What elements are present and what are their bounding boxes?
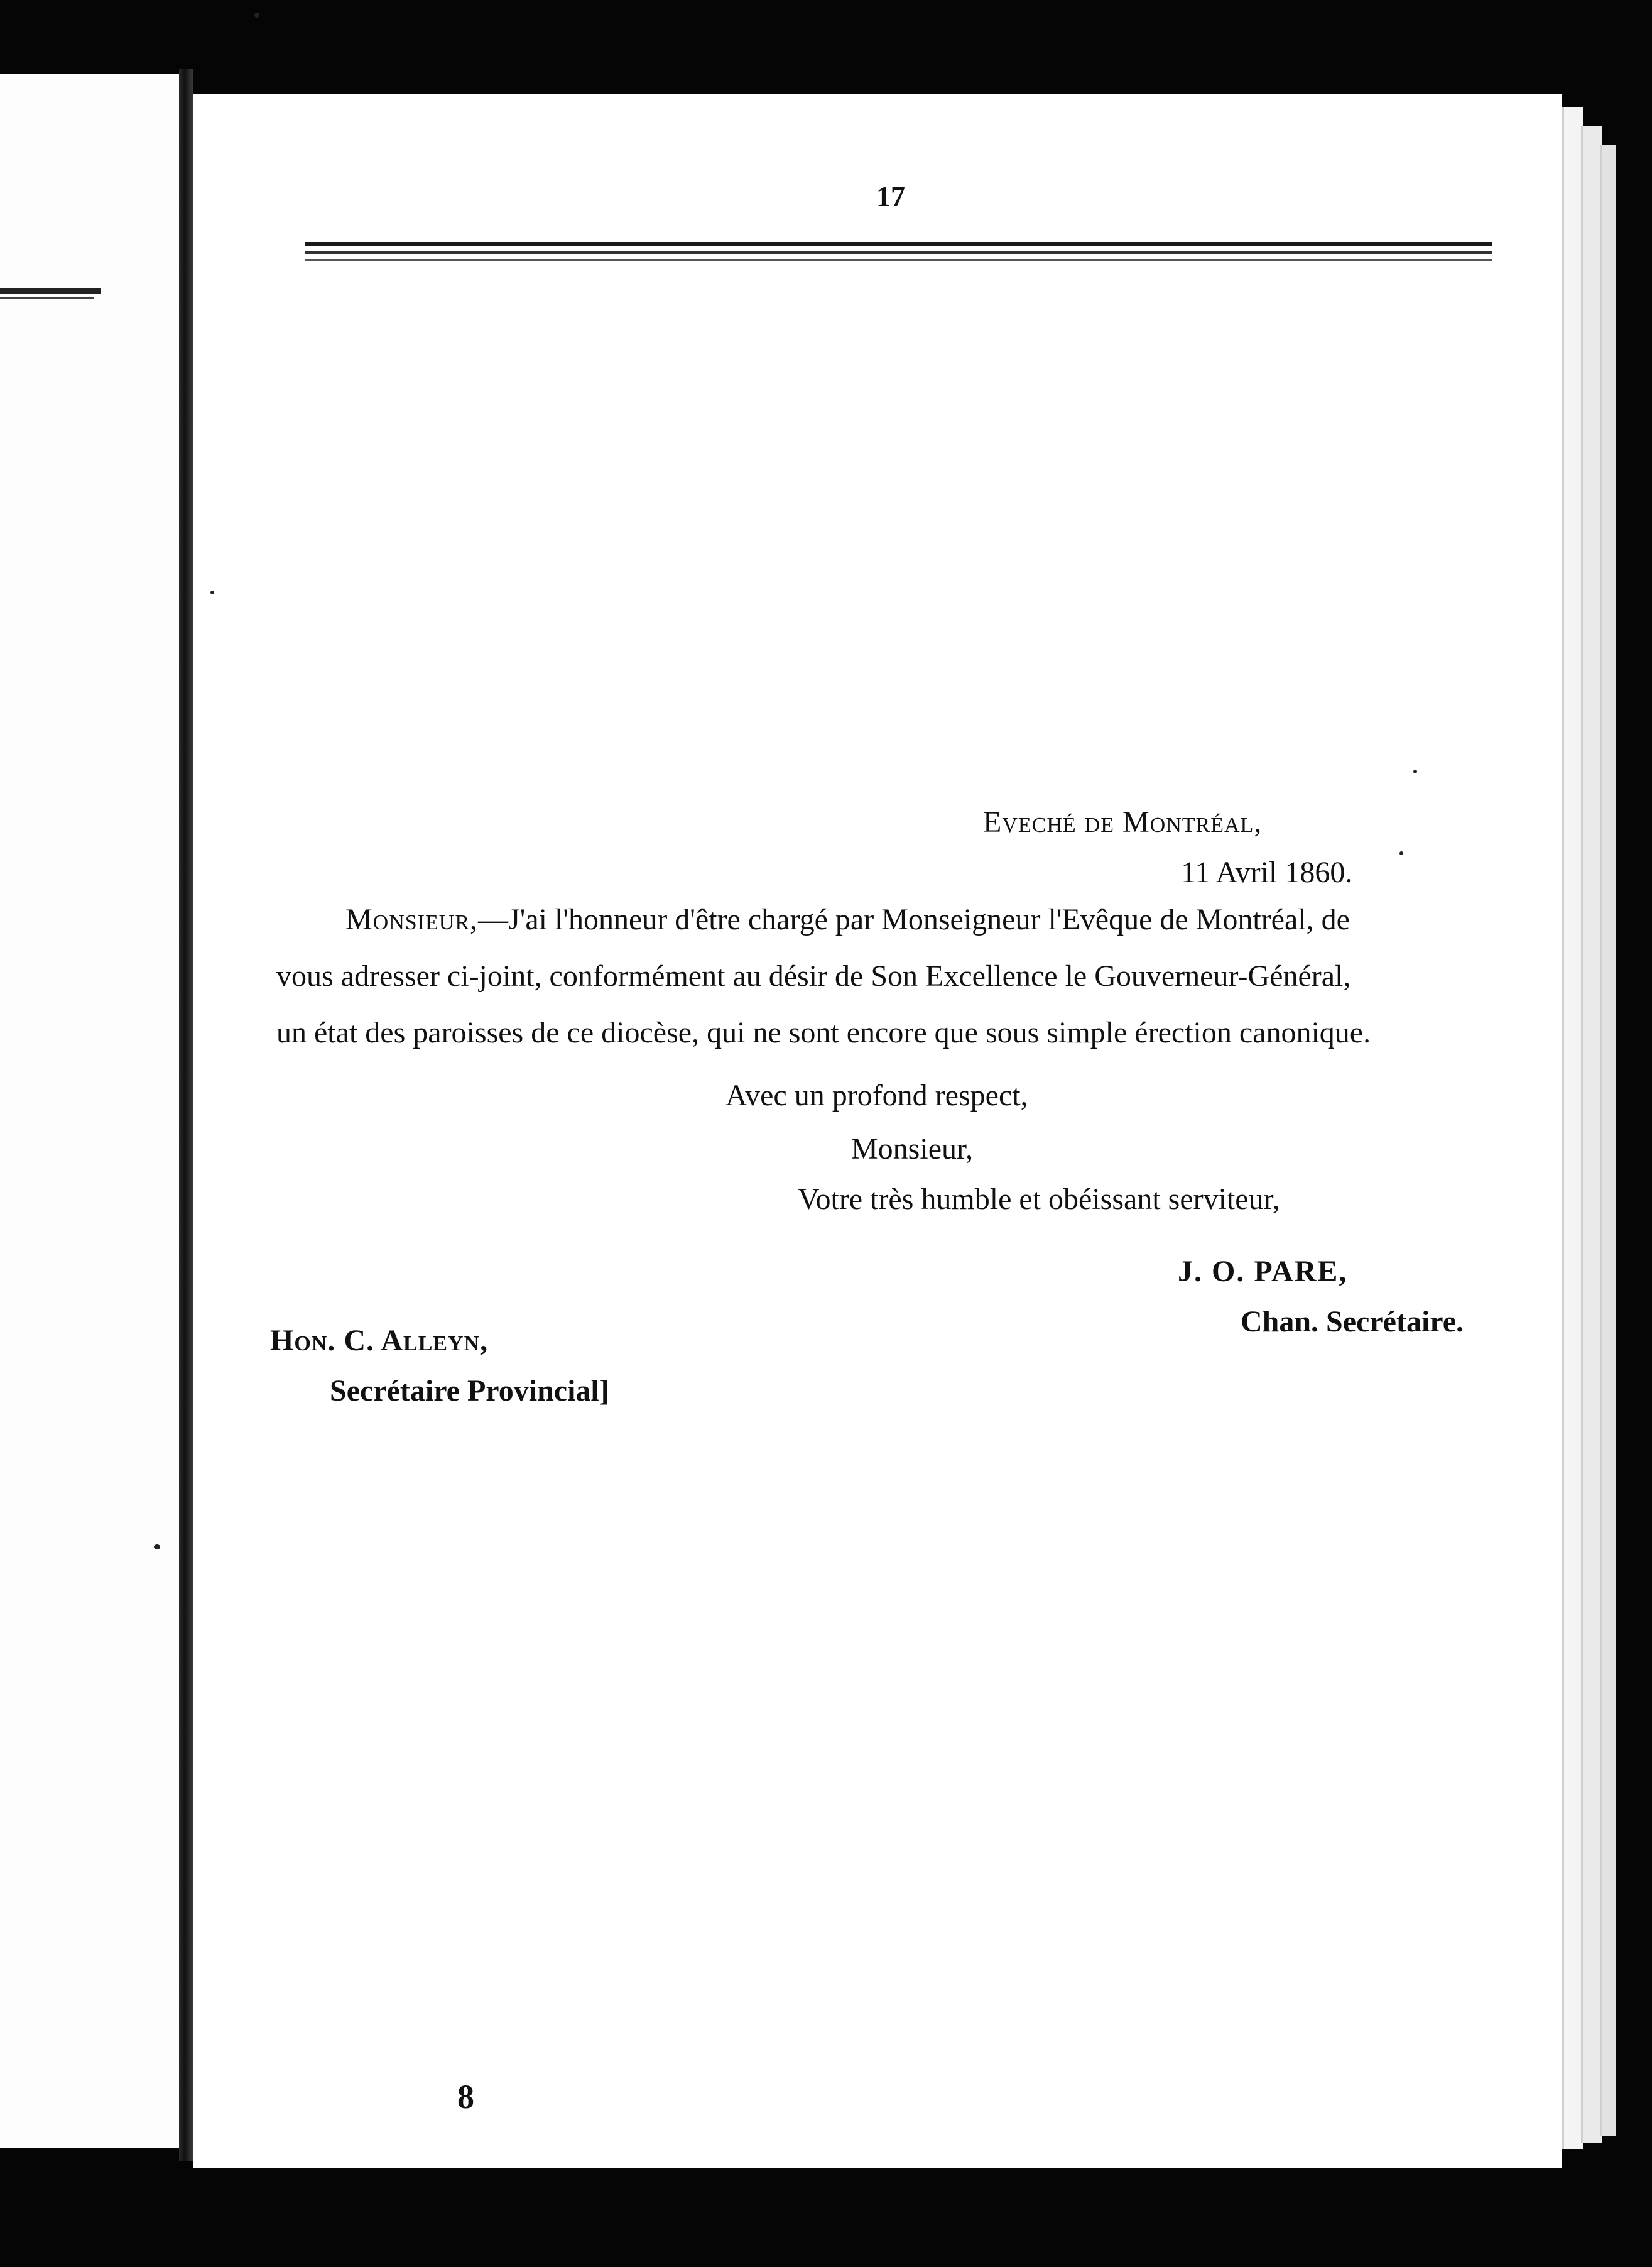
header-rule — [305, 242, 1492, 246]
page-number: 17 — [876, 180, 905, 212]
book-gutter — [179, 69, 193, 2161]
letter-place: Eveché de Montréal, — [983, 806, 1263, 839]
letter-body-line-2: vous adresser ci-joint, conformément au désir de Son Excellence le Gouverneur-Général, — [276, 959, 1351, 993]
closing-line-2: Monsieur, — [851, 1132, 974, 1166]
addressee-title: Secrétaire Provincial] — [330, 1374, 609, 1407]
addressee-name: Hon. C. Alleyn, — [270, 1324, 489, 1357]
facing-page-edge — [0, 74, 179, 2148]
header-rule-hairline — [305, 259, 1492, 261]
letter-body-line-1 — [345, 905, 1350, 935]
page-edge — [1600, 145, 1616, 2136]
scan-speck — [1413, 770, 1417, 773]
signature-mark: 8 — [457, 2078, 474, 2116]
letter-date: 11 Avril 1860. — [1181, 856, 1353, 889]
scan-speck — [210, 591, 214, 594]
letter-salutation: Monsieur, — [345, 903, 479, 936]
header-rule-thin — [305, 251, 1492, 254]
closing-line-1: Avec un profond respect, — [725, 1079, 1028, 1112]
scan-speck — [1399, 851, 1403, 855]
scan-speck — [154, 1544, 160, 1549]
facing-page-rule — [0, 288, 101, 294]
page-edge — [1581, 126, 1602, 2143]
facing-page-rule-thin — [0, 297, 94, 299]
document-page — [193, 94, 1562, 2168]
signature-title: Chan. Secrétaire. — [1241, 1305, 1464, 1338]
letter-body-text: —J'ai l'honneur d'être chargé par Monseigneur l'Evêque de Montréal, de — [478, 903, 1350, 936]
closing-line-3: Votre très humble et obéissant serviteur, — [798, 1183, 1280, 1216]
scan-speck — [254, 13, 259, 18]
page-edge — [1562, 107, 1583, 2149]
letter-body-line-3: un état des paroisses de ce diocèse, qui ne sont encore que sous simple érection canonique. — [276, 1016, 1371, 1049]
signature-name: J. O. PARE, — [1178, 1255, 1348, 1288]
